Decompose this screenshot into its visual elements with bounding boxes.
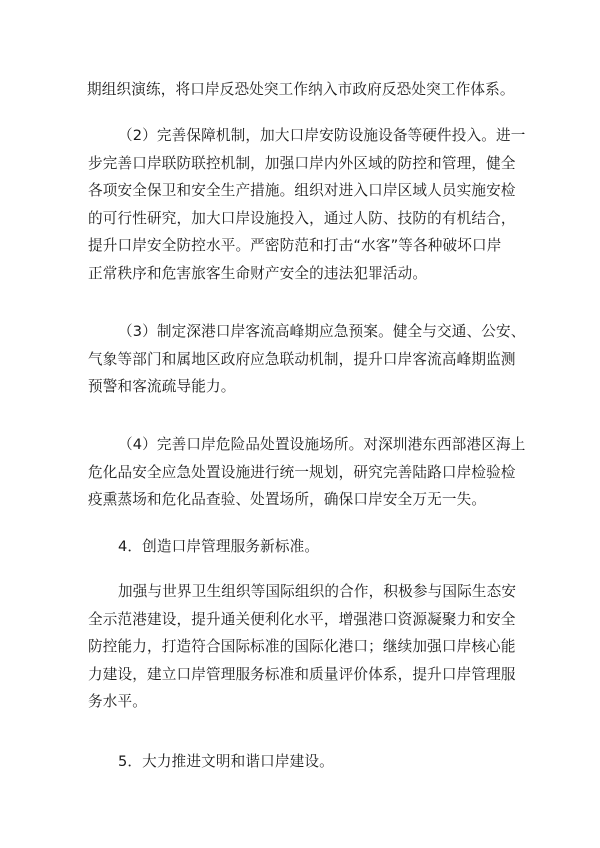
text-line: 提升口岸安全防控水平。严密防范和打击“水客”等各种破坏口岸 bbox=[88, 237, 502, 254]
text-line: （2）完善保障机制，加大口岸安防设施设备等硬件投入。进一 bbox=[118, 127, 526, 144]
text-line: 期组织演练，将口岸反恐处突工作纳入市政府反恐处突工作体系。 bbox=[87, 81, 515, 98]
text-line: （4）完善口岸危险品处置设施场所。对深圳港东西部港区海上 bbox=[118, 436, 526, 453]
text-line: 危化品安全应急处置设施进行统一规划，研究完善陆路口岸检验检 bbox=[88, 463, 516, 481]
text-line: 力建设，建立口岸管理服务标准和质量评价体系，提升口岸管理服 bbox=[88, 665, 516, 683]
text-line: 务水平。 bbox=[88, 693, 147, 710]
text-line: 全示范港建设，提升通关便利化水平，增强港口资源凝聚力和安全 bbox=[88, 610, 516, 628]
text-line: 疫熏蒸场和危化品查验、处置场所，确保口岸安全万无一失。 bbox=[88, 491, 487, 508]
section-heading-5 bbox=[88, 748, 518, 776]
text-line: 加强与世界卫生组织等国际组织的合作，积极参与国际生态安 bbox=[118, 583, 517, 600]
section-heading-4 bbox=[88, 533, 518, 561]
text-line: 各项安全保卫和安全生产措施。组织对进入口岸区域人员实施安检 bbox=[88, 182, 516, 199]
text-line: 4．创造口岸管理服务新标准。 bbox=[118, 538, 320, 555]
text-line: 正常秩序和危害旅客生命财产安全的违法犯罪活动。 bbox=[88, 264, 428, 282]
paragraph-3 bbox=[88, 318, 526, 401]
paragraph-1 bbox=[88, 76, 518, 104]
paragraph-4 bbox=[88, 431, 526, 514]
text-line: （3）制定深港口岸客流高峰期应急预案。健全与交通、公安、 bbox=[118, 323, 526, 340]
text-line: 防控能力，打造符合国际标准的国际化港口；继续加强口岸核心能 bbox=[88, 638, 516, 655]
text-line: 预警和客流疏导能力。 bbox=[88, 378, 236, 395]
text-line: 步完善口岸联防联控机制，加强口岸内外区域的防控和管理，健全 bbox=[88, 154, 516, 172]
paragraph-2 bbox=[88, 122, 526, 287]
text-line: 5．大力推进文明和谐口岸建设。 bbox=[118, 753, 334, 770]
paragraph-6 bbox=[88, 578, 518, 716]
text-line: 的可行性研究，加大口岸设施投入，通过人防、技防的有机结合， bbox=[88, 209, 516, 227]
text-line: 气象等部门和属地区政府应急联动机制，提升口岸客流高峰期监测 bbox=[88, 350, 516, 368]
